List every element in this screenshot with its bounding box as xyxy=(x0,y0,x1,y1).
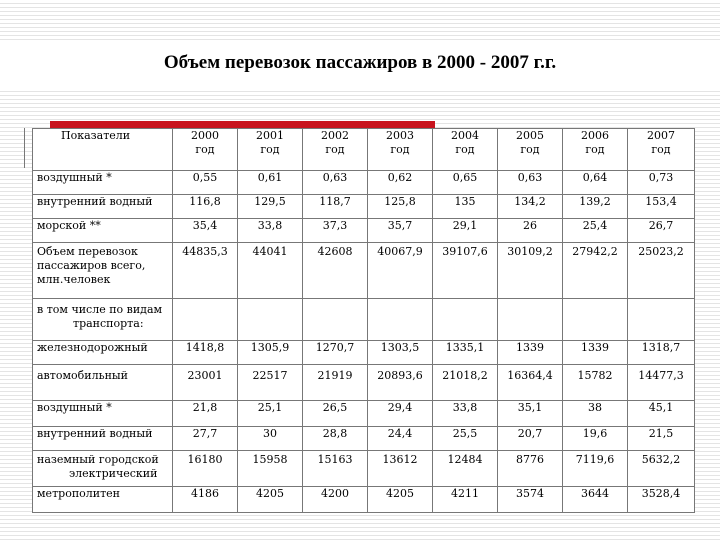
cell-value: 37,3 xyxy=(303,219,368,243)
cell-value: 35,1 xyxy=(498,401,563,427)
cell-value: 21,8 xyxy=(173,401,238,427)
cell-value: 29,1 xyxy=(433,219,498,243)
cell-value: 0,61 xyxy=(238,171,303,195)
cell-value: 4200 xyxy=(303,487,368,513)
empty-cell xyxy=(173,299,238,341)
header-year: 2007 год xyxy=(628,129,695,171)
cell-value: 20893,6 xyxy=(368,365,433,401)
cell-value: 39107,6 xyxy=(433,243,498,299)
cell-value: 5632,2 xyxy=(628,451,695,487)
empty-cell xyxy=(303,299,368,341)
empty-cell xyxy=(563,299,628,341)
cell-value: 44041 xyxy=(238,243,303,299)
cell-value: 25,5 xyxy=(433,427,498,451)
row-label-line: млн.человек xyxy=(37,273,111,286)
cell-value: 38 xyxy=(563,401,628,427)
cell-value: 22517 xyxy=(238,365,303,401)
cell-value: 35,4 xyxy=(173,219,238,243)
cell-value: 3574 xyxy=(498,487,563,513)
cell-value: 40067,9 xyxy=(368,243,433,299)
cell-value: 1339 xyxy=(498,341,563,365)
empty-cell xyxy=(368,299,433,341)
cell-value: 25,1 xyxy=(238,401,303,427)
cell-value: 24,4 xyxy=(368,427,433,451)
cell-value: 15163 xyxy=(303,451,368,487)
header-year: 2004 год xyxy=(433,129,498,171)
cell-value: 23001 xyxy=(173,365,238,401)
table-row-total xyxy=(33,243,695,299)
cell-value: 28,8 xyxy=(303,427,368,451)
cell-value: 13612 xyxy=(368,451,433,487)
row-label: внутренний водный xyxy=(33,195,173,219)
table-row xyxy=(33,487,695,513)
cell-value: 139,2 xyxy=(563,195,628,219)
passenger-transport-table xyxy=(32,128,695,513)
page-title: Объем перевозок пассажиров в 2000 - 2007 г.г. xyxy=(163,52,557,73)
cell-value: 0,62 xyxy=(368,171,433,195)
cell-value: 4205 xyxy=(238,487,303,513)
cell-value: 27,7 xyxy=(173,427,238,451)
table-row xyxy=(33,341,695,365)
table-row xyxy=(33,219,695,243)
cell-value: 0,64 xyxy=(563,171,628,195)
empty-cell xyxy=(498,299,563,341)
cell-value: 35,7 xyxy=(368,219,433,243)
row-label xyxy=(33,243,173,299)
row-label: воздушный * xyxy=(33,401,173,427)
cell-value: 8776 xyxy=(498,451,563,487)
header-year: 2001 год xyxy=(238,129,303,171)
row-label-line: Объем перевозок xyxy=(37,245,138,258)
cell-value: 30 xyxy=(238,427,303,451)
cell-value: 26,5 xyxy=(303,401,368,427)
cell-value: 125,8 xyxy=(368,195,433,219)
header-year: 2000 год xyxy=(173,129,238,171)
row-label-line: наземный городской xyxy=(37,453,159,466)
cell-value: 0,63 xyxy=(303,171,368,195)
cell-value: 116,8 xyxy=(173,195,238,219)
cell-value: 1303,5 xyxy=(368,341,433,365)
row-label: автомобильный xyxy=(33,365,173,401)
cell-value: 0,63 xyxy=(498,171,563,195)
row-label xyxy=(33,451,173,487)
header-year: 2002 год xyxy=(303,129,368,171)
cell-value: 45,1 xyxy=(628,401,695,427)
cell-value: 0,65 xyxy=(433,171,498,195)
cell-value: 135 xyxy=(433,195,498,219)
row-label: метрополитен xyxy=(33,487,173,513)
cell-value: 21,5 xyxy=(628,427,695,451)
cell-value: 27942,2 xyxy=(563,243,628,299)
cell-value: 1339 xyxy=(563,341,628,365)
cell-value: 44835,3 xyxy=(173,243,238,299)
cell-value: 1418,8 xyxy=(173,341,238,365)
cell-value: 16180 xyxy=(173,451,238,487)
decorative-line xyxy=(24,128,25,168)
header-year: 2006 год xyxy=(563,129,628,171)
cell-value: 42608 xyxy=(303,243,368,299)
header-row xyxy=(33,129,695,171)
row-label-line: в том числе по видам xyxy=(37,303,163,316)
row-label-line: пассажиров всего, xyxy=(37,259,146,272)
cell-value: 33,8 xyxy=(433,401,498,427)
cell-value: 0,73 xyxy=(628,171,695,195)
cell-value: 21919 xyxy=(303,365,368,401)
cell-value: 12484 xyxy=(433,451,498,487)
cell-value: 26 xyxy=(498,219,563,243)
row-label: морской ** xyxy=(33,219,173,243)
cell-value: 33,8 xyxy=(238,219,303,243)
table-row xyxy=(33,401,695,427)
row-label xyxy=(33,299,173,341)
cell-value: 7119,6 xyxy=(563,451,628,487)
cell-value: 0,55 xyxy=(173,171,238,195)
empty-cell xyxy=(433,299,498,341)
cell-value: 3644 xyxy=(563,487,628,513)
cell-value: 21018,2 xyxy=(433,365,498,401)
cell-value: 4211 xyxy=(433,487,498,513)
row-label-line: транспорта: xyxy=(73,317,144,330)
cell-value: 29,4 xyxy=(368,401,433,427)
table-row xyxy=(33,195,695,219)
cell-value: 1270,7 xyxy=(303,341,368,365)
table-row xyxy=(33,171,695,195)
cell-value: 25023,2 xyxy=(628,243,695,299)
cell-value: 118,7 xyxy=(303,195,368,219)
row-label: внутренний водный xyxy=(33,427,173,451)
cell-value: 4186 xyxy=(173,487,238,513)
row-label: воздушный * xyxy=(33,171,173,195)
table-row xyxy=(33,451,695,487)
cell-value: 20,7 xyxy=(498,427,563,451)
cell-value: 129,5 xyxy=(238,195,303,219)
cell-value: 1335,1 xyxy=(433,341,498,365)
cell-value: 30109,2 xyxy=(498,243,563,299)
cell-value: 16364,4 xyxy=(498,365,563,401)
empty-cell xyxy=(238,299,303,341)
cell-value: 19,6 xyxy=(563,427,628,451)
cell-value: 153,4 xyxy=(628,195,695,219)
cell-value: 15958 xyxy=(238,451,303,487)
cell-value: 3528,4 xyxy=(628,487,695,513)
table-row xyxy=(33,365,695,401)
table-row xyxy=(33,427,695,451)
cell-value: 15782 xyxy=(563,365,628,401)
cell-value: 134,2 xyxy=(498,195,563,219)
cell-value: 25,4 xyxy=(563,219,628,243)
empty-cell xyxy=(628,299,695,341)
row-label-line: электрический xyxy=(69,467,158,480)
header-year: 2005 год xyxy=(498,129,563,171)
cell-value: 14477,3 xyxy=(628,365,695,401)
row-label: железнодорожный xyxy=(33,341,173,365)
header-indicator: Показатели xyxy=(33,129,173,171)
cell-value: 1318,7 xyxy=(628,341,695,365)
cell-value: 1305,9 xyxy=(238,341,303,365)
table-row-subheader xyxy=(33,299,695,341)
header-year: 2003 год xyxy=(368,129,433,171)
cell-value: 4205 xyxy=(368,487,433,513)
cell-value: 26,7 xyxy=(628,219,695,243)
